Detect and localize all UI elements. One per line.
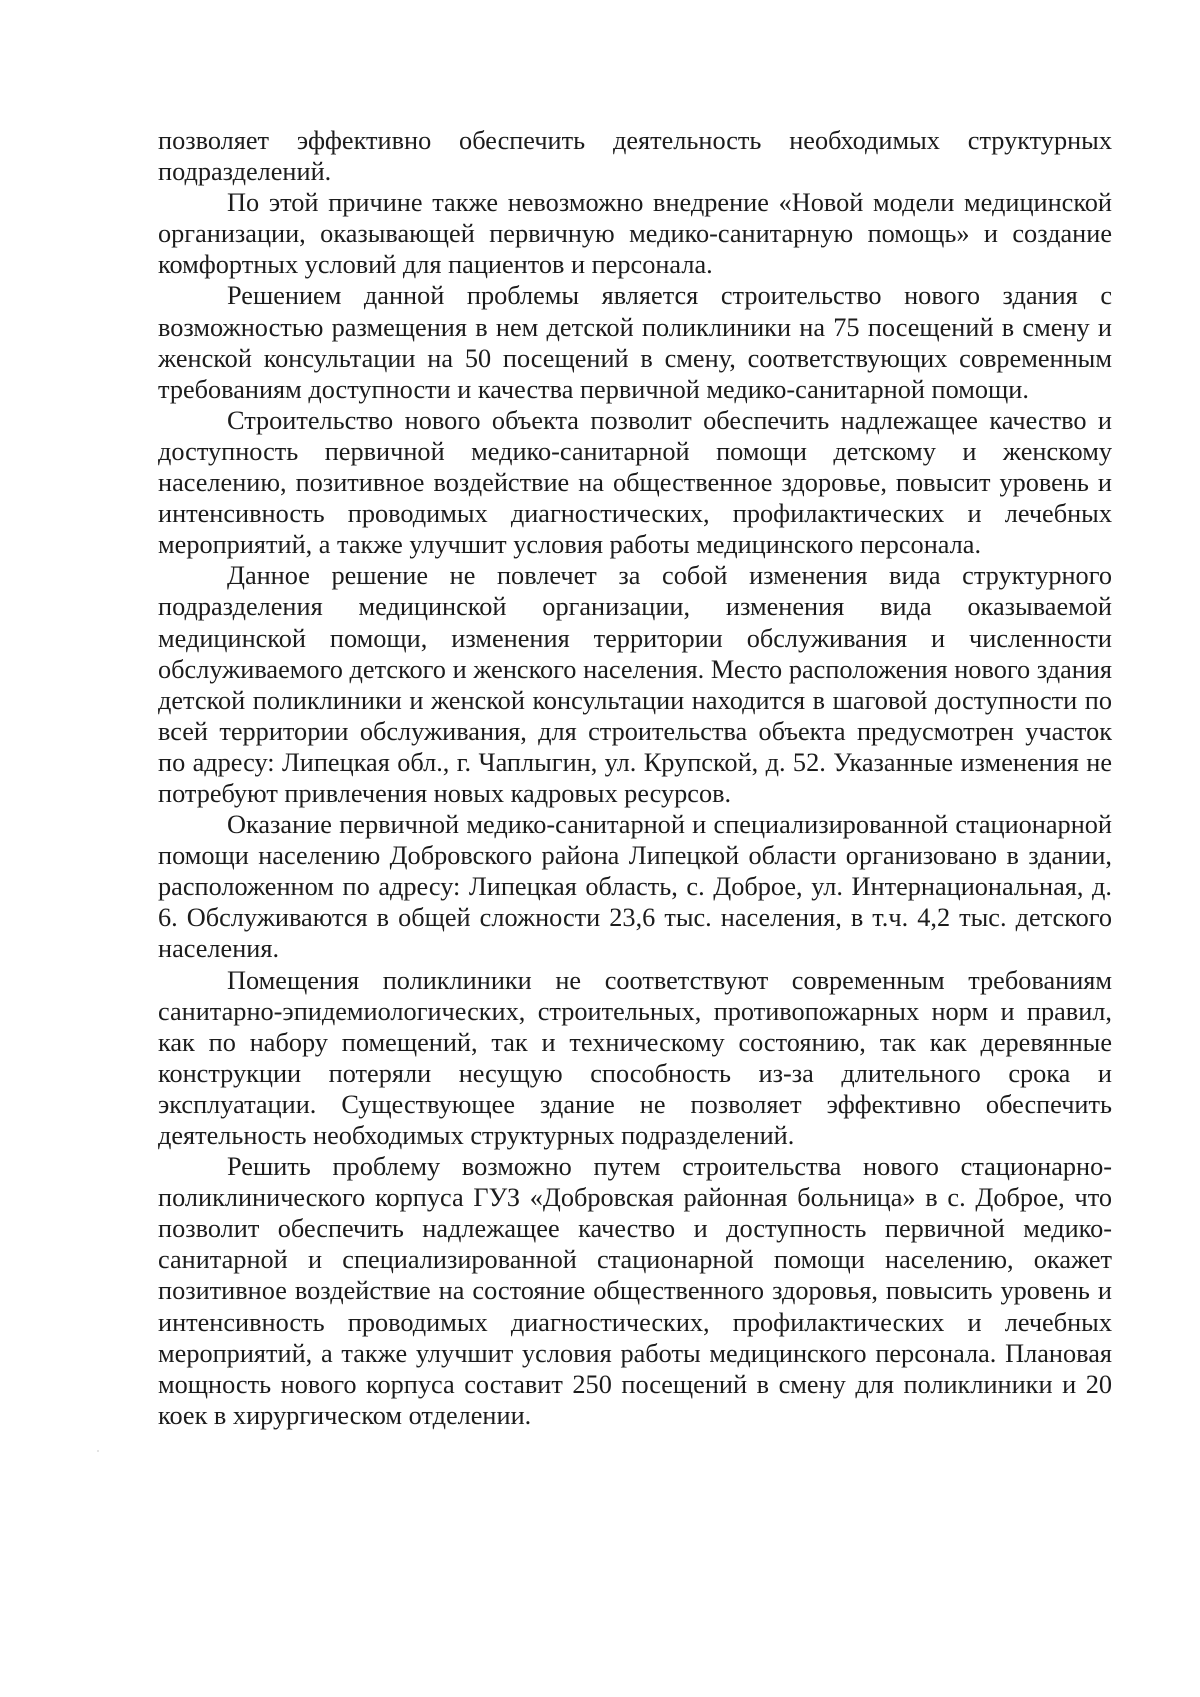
paragraph-new-model: По этой причине также невозможно внедрение «Новой модели медицинской организации, оказывающей первичную медико-санитарную помощь» и создание комфортных условий для пациентов и персонала. [158,188,1112,280]
paragraph-decision-details: Данное решение не повлечет за собой изменения вида структурного подразделения медицинской организации, изменения вида оказываемой медицинской помощи, изменения территории обслуживания и численности обслуживаемого детского и женского населения. Место расположения нового здания детской поликлиники и женской консультации находится в шаговой доступности по всей территории обслуживания, для строительства объекта предусмотрен участок по адресу: Липецкая обл., г. Чаплыгин, ул. Крупской, д. 52. Указанные изменения не потребуют привлечения новых кадровых ресурсов. [158,561,1112,808]
paragraph-new-facility: Строительство нового объекта позволит обеспечить надлежащее качество и доступность первичной медико-санитарной помощи детскому и женскому населению, позитивное воздействие на общественное здоровье, повысит уровень и интенсивность проводимых диагностических, профилактических и лечебных мероприятий, а также улучшит условия работы медицинского персонала. [158,405,1112,560]
paragraph-solution: Решением данной проблемы является строительство нового здания с возможностью размещения в нем детской поликлиники на 75 посещений в смену и женской консультации на 50 посещений в смену, соответствующих современным требованиям доступности и качества первичной медико-санитарной помощи. [158,281,1112,404]
document-body [158,125,1112,1431]
paragraph-construction-plan: Решить проблему возможно путем строительства нового стационарно-поликлинического корпуса ГУЗ «Добровская районная больница» в с. Доброе, что позволит обеспечить надлежащее качество и доступность первичной медико-санитарной и специализированной стационарной помощи населению, окажет позитивное воздействие на состояние общественного здоровья, повысить уровень и интенсивность проводимых диагностических, профилактических и лечебных мероприятий, а также улучшит условия работы медицинского персонала. Плановая мощность нового корпуса составит 250 посещений в смену для поликлиники и 20 коек в хирургическом отделении. [158,1152,1112,1430]
scan-speck [97,1450,99,1452]
paragraph-premises-condition: Помещения поликлиники не соответствуют современным требованиям санитарно-эпидемиологических, строительных, противопожарных норм и правил, как по набору помещений, так и техническому состоянию, так как деревянные конструкции потеряли несущую способность из-за длительного срока и эксплуатации. Существующее здание не позволяет эффективно обеспечить деятельность необходимых структурных подразделений. [158,965,1112,1150]
paragraph-dobrovsky-care: Оказание первичной медико-санитарной и специализированной стационарной помощи населению Добровского района Липецкой области организовано в здании, расположенном по адресу: Липецкая область, с. Доброе, ул. Интернациональная, д. 6. Обслуживаются в общей сложности 23,6 тыс. населения, в т.ч. 4,2 тыс. детского населения. [158,810,1112,964]
paragraph-continuation: позволяет эффективно обеспечить деятельность необходимых структурных подразделений. [158,126,1112,187]
